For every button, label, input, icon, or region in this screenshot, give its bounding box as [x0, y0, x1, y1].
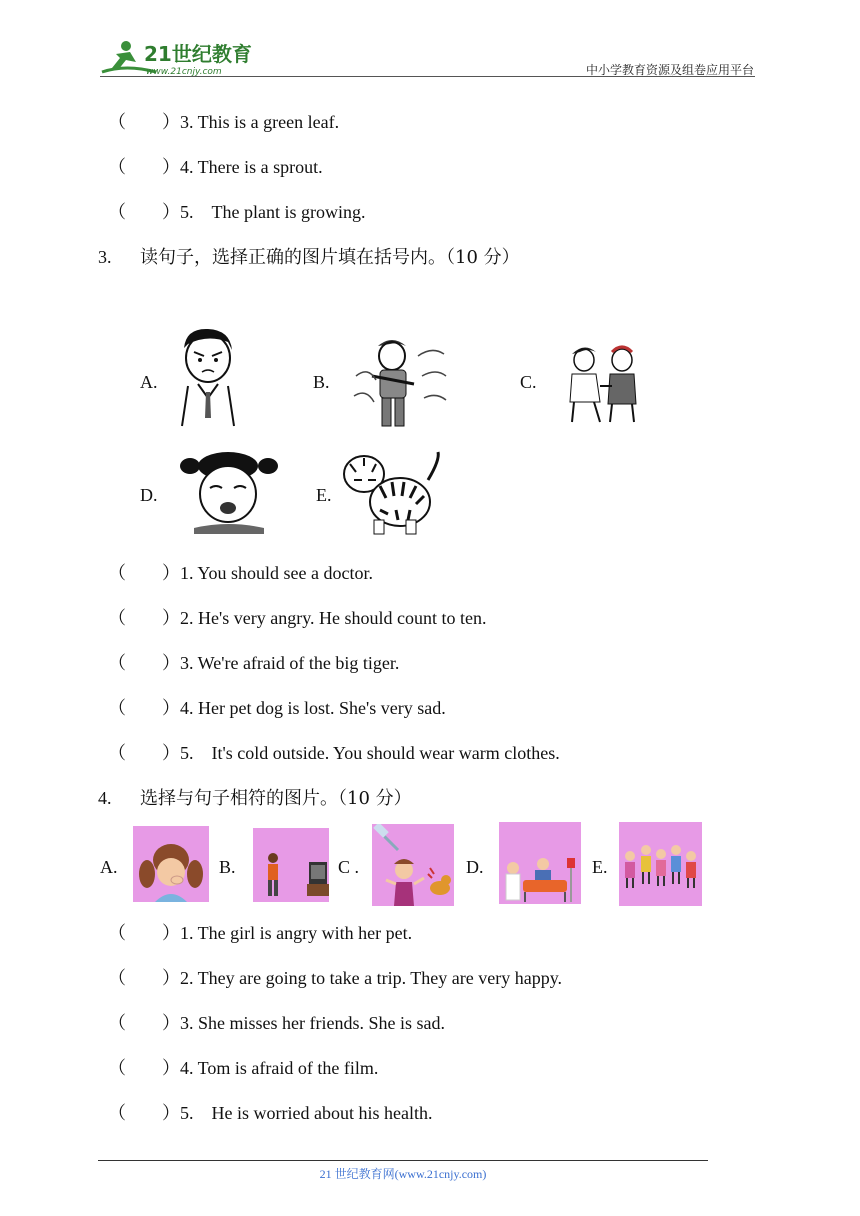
s4-option-d-image-hospital: [499, 822, 581, 904]
s4-option-c-image-girl-angry-pet: [372, 824, 454, 906]
s4-question-1: （ ）1. The girl is angry with her pet.: [108, 923, 413, 943]
s3-option-c-label: C.: [520, 372, 537, 392]
s3-option-e-label: E.: [316, 485, 332, 505]
header-platform-name: 中小学教育资源及组卷应用平台: [585, 63, 754, 77]
footer-site-link[interactable]: 21 世纪教育网(www.21cnjy.com): [319, 1167, 487, 1181]
s3-question-4: （ ）4. Her pet dog is lost. She's very sad.: [108, 698, 446, 718]
s3-question-2: （ ）2. He's very angry. He should count to ten.: [108, 608, 487, 628]
s4-option-e-image-children-group: [619, 822, 702, 906]
s4-question-5: （ ）5. He is worried about his health.: [108, 1103, 433, 1123]
s3-option-d-label: D.: [140, 485, 158, 505]
s3-question-1: （ ）1. You should see a doctor.: [108, 563, 373, 583]
s4-option-b-label: B.: [219, 857, 236, 877]
s4-option-a-image-girl-sad: [133, 826, 209, 902]
s2-question-4: （ ）4. There is a sprout.: [108, 157, 323, 177]
s2-question-5: （ ）5. The plant is growing.: [108, 202, 366, 222]
s3-question-5: （ ）5. It's cold outside. You should wear warm clothes.: [108, 743, 560, 763]
s2-question-3: （ ）3. This is a green leaf.: [108, 112, 340, 132]
s4-question-2: （ ）2. They are going to take a trip. They are very happy.: [108, 968, 563, 988]
s3-option-e-image-tiger: [340, 450, 442, 536]
footer-divider: [98, 1160, 708, 1161]
s4-option-e-label: E.: [592, 857, 608, 877]
svg-text:21世纪教育: 21世纪教育: [144, 42, 252, 66]
s3-option-a-image-boy-angry: [178, 326, 236, 428]
s3-option-a-label: A.: [140, 372, 158, 392]
svg-text:www.21cnjy.com: www.21cnjy.com: [146, 67, 222, 77]
s4-option-d-label: D.: [466, 857, 484, 877]
s4-question-3: （ ）3. She misses her friends. She is sad.: [108, 1013, 445, 1033]
s3-option-c-image-doctor: [566, 342, 640, 424]
s3-option-b-label: B.: [313, 372, 330, 392]
s3-option-d-image-girl-crying: [178, 450, 280, 534]
section-4-title: 4. 选择与句子相符的图片。（10 分）: [98, 788, 412, 809]
header-divider: [100, 76, 755, 77]
s4-option-b-image-boy-tv: [253, 828, 329, 902]
s3-question-3: （ ）3. We're afraid of the big tiger.: [108, 653, 400, 673]
section-3-title: 3. 读句子，选择正确的图片填在括号内。（10 分）: [98, 247, 520, 268]
s4-option-c-label: C .: [338, 857, 360, 877]
site-logo: [96, 36, 266, 78]
s3-option-b-image-boy-cold: [348, 336, 450, 430]
s4-question-4: （ ）4. Tom is afraid of the film.: [108, 1058, 379, 1078]
s4-option-a-label: A.: [100, 857, 118, 877]
